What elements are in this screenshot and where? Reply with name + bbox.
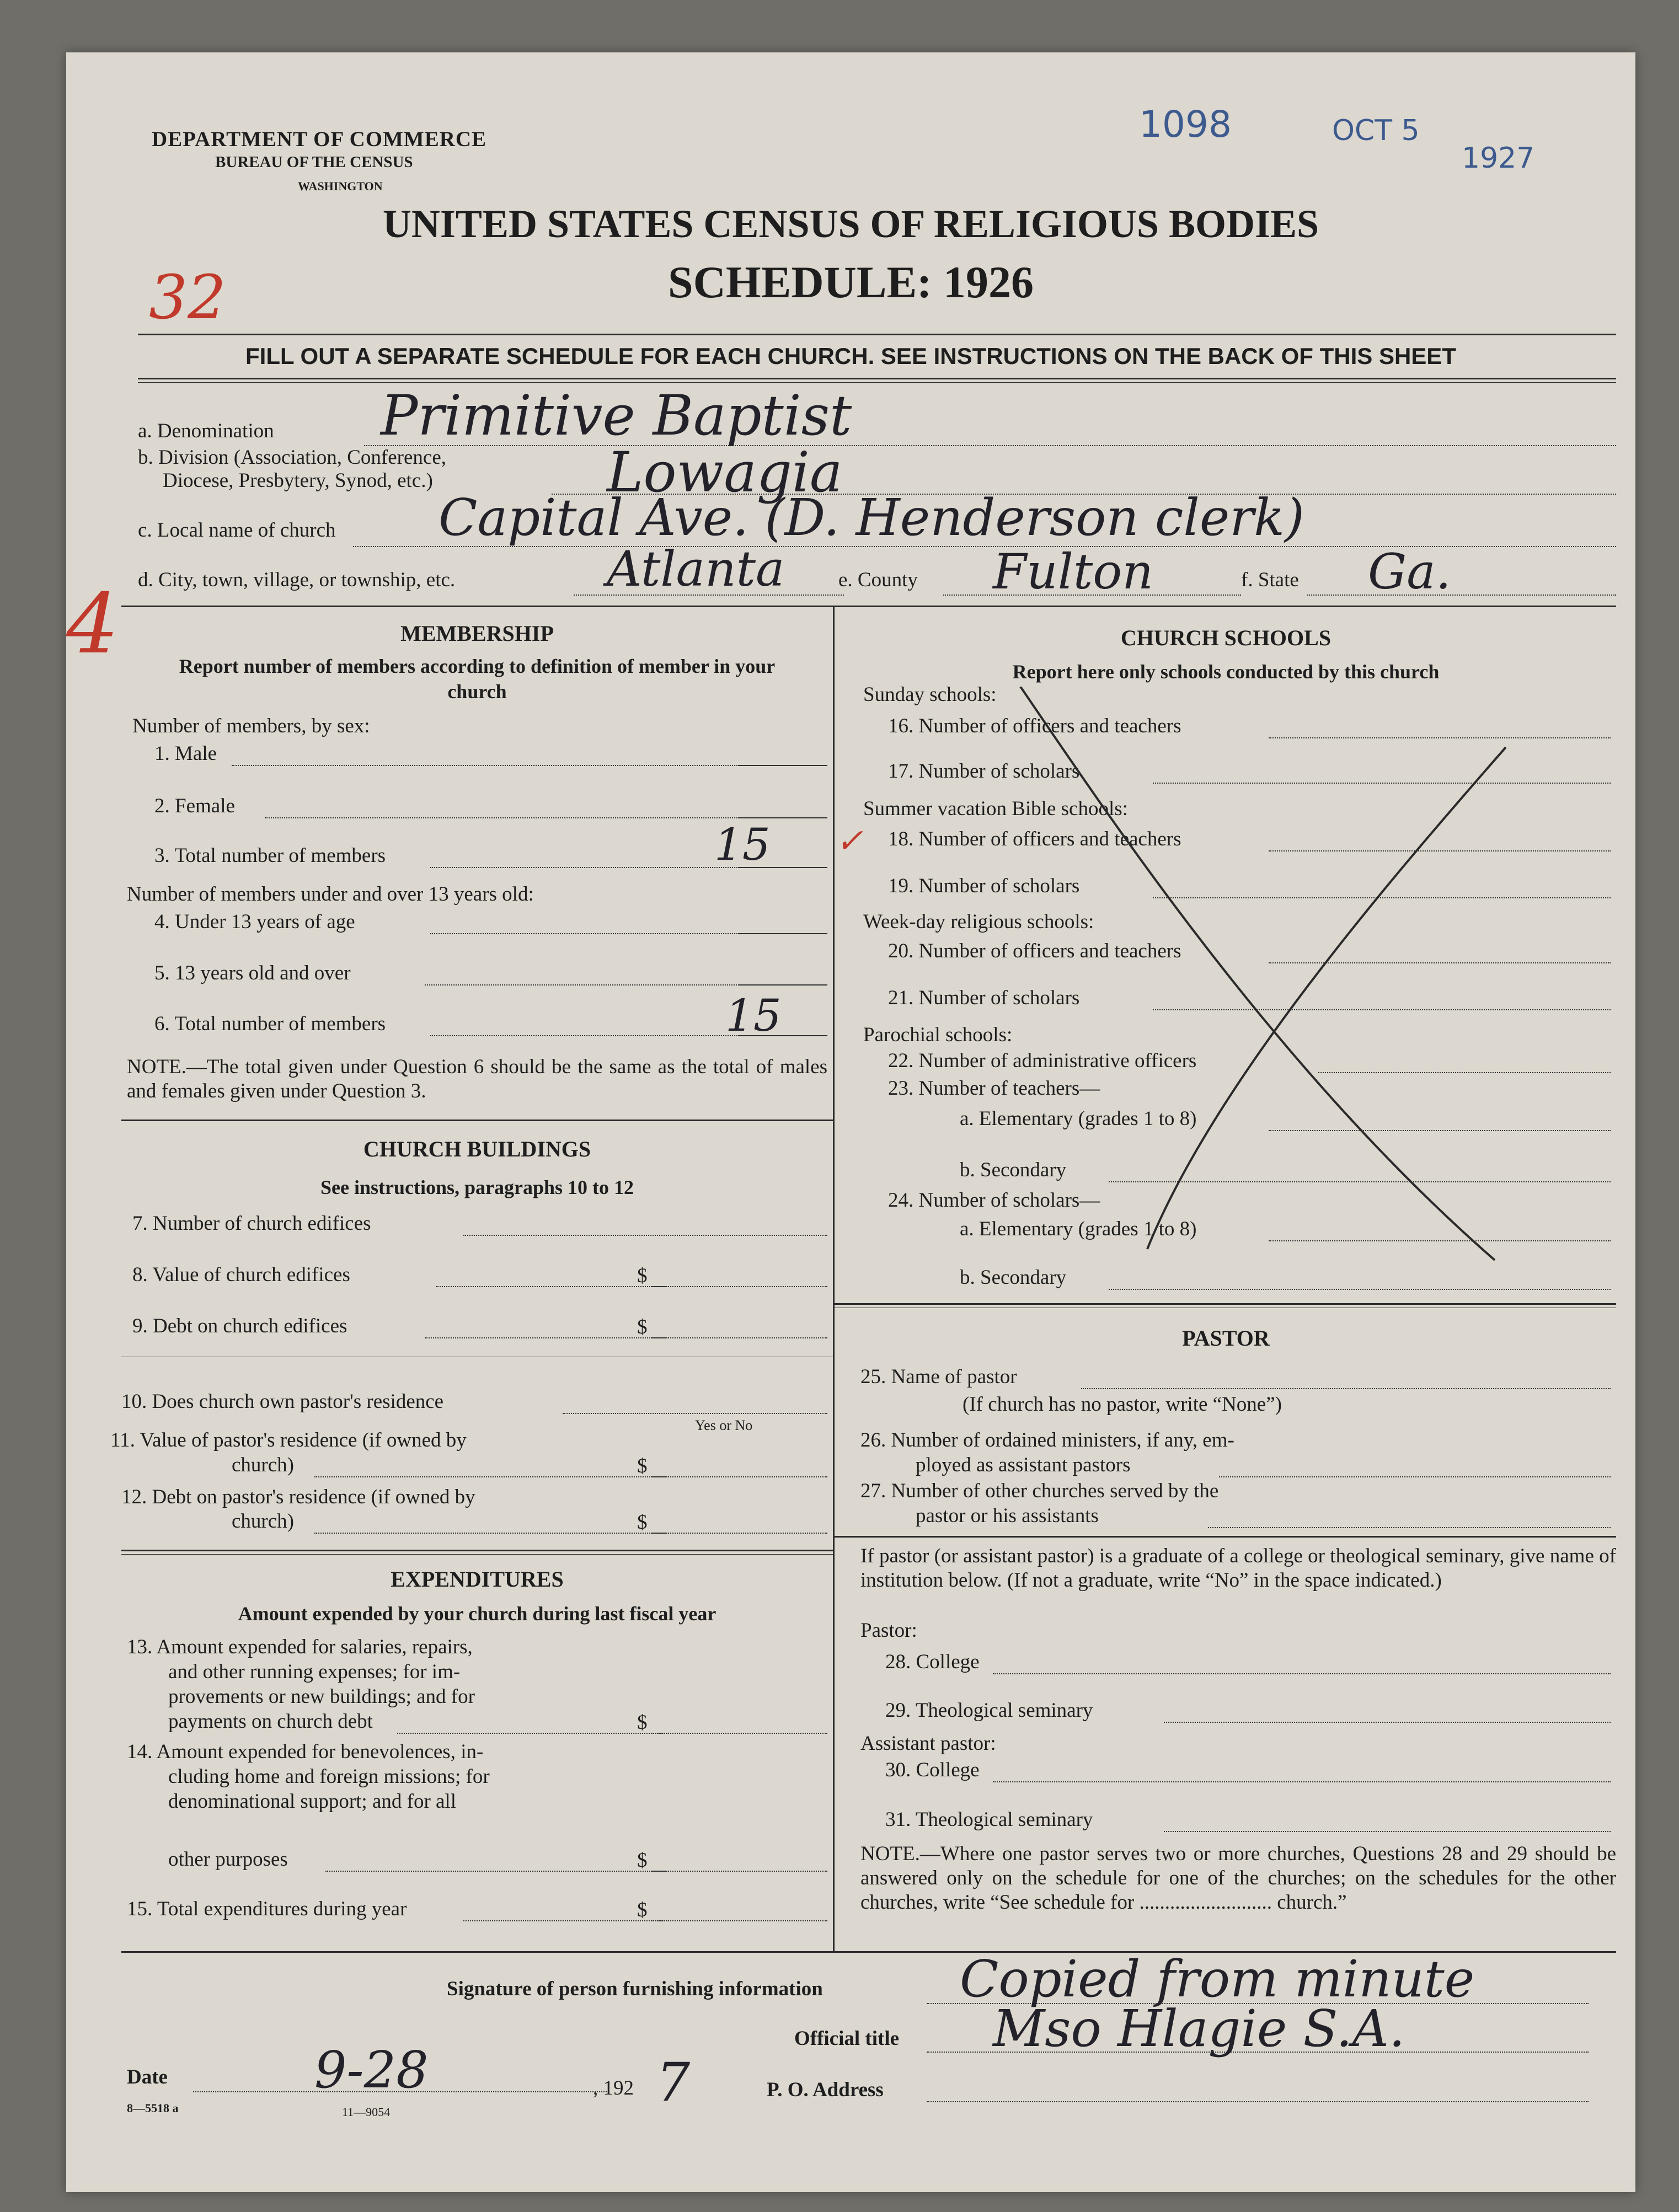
buildings-title: CHURCH BUILDINGS [363, 1137, 591, 1161]
city-heading: WASHINGTON [298, 179, 383, 193]
q24a-label: a. Elementary (grades 1 to 8) [960, 1218, 1197, 1240]
q14-line-4: other purposes [168, 1848, 288, 1871]
denomination-label: a. Denomination [138, 420, 274, 442]
schedule-title: SCHEDULE: 1926 [668, 257, 1034, 307]
membership-note: NOTE.—The total given under Question 6 should be the same as the total of males and females given under Question 3. [127, 1056, 827, 1102]
summer-schools-label: Summer vacation Bible schools: [863, 797, 1128, 820]
q2-female: 2. Female [154, 795, 235, 817]
q26-line-2: ployed as assistant pastors [916, 1454, 1131, 1476]
division-label: b. Division (Association, Conference, [138, 446, 446, 469]
pastor-label: Pastor: [860, 1619, 917, 1642]
q3-total: 3. Total number of members [154, 844, 386, 867]
dollar-sign: $ [637, 1711, 648, 1734]
department-heading: DEPARTMENT OF COMMERCE [152, 127, 487, 151]
q1-male: 1. Male [154, 742, 217, 765]
q13-line-3: provements or new buildings; and for [168, 1685, 475, 1708]
q18-label: 18. Number of officers and teachers [888, 828, 1181, 850]
schools-title: CHURCH SCHOOLS [1120, 625, 1332, 650]
division-label-2: Diocese, Presbytery, Synod, etc.) [163, 469, 433, 492]
q9-debt-edifices: 9. Debt on church edifices [132, 1315, 347, 1337]
county-label: e. County [838, 569, 918, 591]
year-prefix: , 192 [593, 2077, 634, 2099]
q14-line-2: cluding home and foreign missions; for [168, 1765, 490, 1788]
q12-debt-residence: 12. Debt on pastor's residence (if owned by [121, 1486, 475, 1508]
instruction-banner: FILL OUT A SEPARATE SCHEDULE FOR EACH CHURCH. SEE INSTRUCTIONS ON THE BACK OF THIS SHEET [245, 343, 1456, 369]
q8-value-edifices: 8. Value of church edifices [132, 1263, 350, 1286]
q15-total-expenditures: 15. Total expenditures during year [127, 1898, 407, 1920]
stamp-number: 1098 [1139, 103, 1232, 146]
q27-line-2: pastor or his assistants [916, 1504, 1099, 1527]
dollar-sign: $ [637, 1265, 648, 1287]
dollar-sign: $ [637, 1511, 648, 1534]
q31-label: 31. Theological seminary [885, 1808, 1093, 1831]
schools-subtitle: Report here only schools conducted by this church [1012, 661, 1440, 683]
crossed-out-mark [1004, 687, 1528, 1266]
signature-label: Signature of person furnishing information [447, 1978, 823, 2000]
sunday-schools-label: Sunday schools: [863, 683, 997, 706]
assistant-pastor-label: Assistant pastor: [860, 1732, 996, 1755]
q17-label: 17. Number of scholars [888, 760, 1080, 783]
bureau-heading: BUREAU OF THE CENSUS [215, 153, 413, 171]
q4-under-13: 4. Under 13 years of age [154, 910, 355, 933]
state-value: Ga. [1368, 543, 1451, 600]
q16-label: 16. Number of officers and teachers [888, 715, 1181, 737]
expenditures-title: EXPENDITURES [391, 1567, 564, 1592]
membership-subtitle: Report number of members according to definition of member in your church [179, 655, 776, 703]
q11-continued: church) [232, 1454, 294, 1476]
pastor-title: PASTOR [1182, 1326, 1270, 1351]
census-schedule-page [66, 52, 1635, 2192]
q10-own-residence: 10. Does church own pastor's residence [121, 1390, 444, 1413]
date-value: 9-28 [314, 2040, 429, 2099]
q24-label: 24. Number of scholars— [888, 1189, 1100, 1212]
dollar-sign: $ [637, 1455, 648, 1477]
church-name-value: Capital Ave. (D. Henderson clerk) [439, 488, 1304, 547]
q7-edifices: 7. Number of church edifices [132, 1212, 371, 1235]
q25-note: (If church has no pastor, write “None”) [963, 1393, 1282, 1416]
q12-continued: church) [232, 1510, 294, 1533]
expenditures-subtitle: Amount expended by your church during last fiscal year [238, 1603, 716, 1625]
membership-title: MEMBERSHIP [400, 621, 554, 646]
q13-line-4: payments on church debt [168, 1710, 373, 1733]
pastor-note: NOTE.—Where one pastor serves two or more churches, Questions 28 and 29 should be answered only on the schedule for one of the churches; on the schedules for the other churches, write “See schedule for .......................... church.” [860, 1843, 1616, 1914]
q27-line-1: 27. Number of other churches served by the [860, 1480, 1219, 1502]
signature-value: Copied from minute [960, 1949, 1475, 2009]
q13-line-1: 13. Amount expended for salaries, repairs, [127, 1636, 473, 1658]
by-age-label: Number of members under and over 13 years old: [127, 883, 534, 906]
print-number: 11—9054 [342, 2105, 391, 2119]
buildings-subtitle: See instructions, paragraphs 10 to 12 [320, 1176, 634, 1198]
q13-line-2: and other running expenses; for im- [168, 1661, 461, 1683]
po-address-label: P. O. Address [767, 2079, 884, 2101]
q19-label: 19. Number of scholars [888, 875, 1080, 897]
q21-label: 21. Number of scholars [888, 987, 1080, 1009]
q30-label: 30. College [885, 1759, 980, 1781]
q25-label: 25. Name of pastor [860, 1365, 1017, 1388]
form-title: UNITED STATES CENSUS OF RELIGIOUS BODIES [382, 202, 1319, 246]
city-value: Atlanta [607, 540, 785, 597]
official-title-label: Official title [794, 2027, 900, 2050]
q29-label: 29. Theological seminary [885, 1699, 1093, 1722]
county-value: Fulton [993, 543, 1153, 600]
weekday-schools-label: Week-day religious schools: [863, 910, 1094, 933]
stamp-year: 1927 [1462, 142, 1535, 175]
red-checkmark-icon: ✓ [836, 822, 864, 860]
q6-total: 6. Total number of members [154, 1013, 386, 1035]
dollar-sign: $ [637, 1849, 648, 1872]
division-value: Lowagia [607, 440, 843, 505]
q26-line-1: 26. Number of ordained ministers, if any, em- [860, 1429, 1234, 1452]
year-value: 7 [656, 2052, 691, 2113]
q11-value-residence: 11. Value of pastor's residence (if owned by [110, 1429, 467, 1452]
q23b-label: b. Secondary [960, 1159, 1067, 1181]
denomination-value: Primitive Baptist [381, 383, 852, 448]
parochial-schools-label: Parochial schools: [863, 1024, 1013, 1046]
annotation-margin: 4 [66, 576, 119, 672]
state-label: f. State [1241, 569, 1299, 591]
q23a-label: a. Elementary (grades 1 to 8) [960, 1107, 1197, 1130]
city-label: d. City, town, village, or township, etc. [138, 569, 456, 591]
graduate-note: If pastor (or assistant pastor) is a graduate of a college or theological seminary, give name of institution below. (If not a graduate, write “No” in the space indicated.) [860, 1545, 1616, 1592]
q3-value: 15 [714, 819, 771, 870]
q14-line-1: 14. Amount expended for benevolences, in- [127, 1740, 484, 1763]
church-name-label: c. Local name of church [138, 519, 336, 542]
form-number: 8—5518 a [127, 2101, 179, 2115]
date-label: Date [127, 2066, 168, 2088]
q20-label: 20. Number of officers and teachers [888, 940, 1181, 962]
q23-label: 23. Number of teachers— [888, 1077, 1100, 1100]
annotation-number: 32 [149, 262, 226, 333]
q6-value: 15 [725, 990, 782, 1041]
q14-line-3: denominational support; and for all [168, 1790, 456, 1813]
q28-label: 28. College [885, 1651, 980, 1673]
q22-label: 22. Number of administrative officers [888, 1049, 1197, 1072]
yes-no-hint: Yes or No [695, 1417, 753, 1433]
dollar-sign: $ [637, 1316, 648, 1338]
by-sex-label: Number of members, by sex: [132, 715, 370, 737]
q5-over-13: 5. 13 years old and over [154, 962, 351, 984]
q24b-label: b. Secondary [960, 1266, 1067, 1289]
official-title-value: Mso Hlagie S.A. [993, 1999, 1405, 2058]
dollar-sign: $ [637, 1899, 648, 1921]
stamp-date: OCT 5 [1332, 114, 1420, 147]
